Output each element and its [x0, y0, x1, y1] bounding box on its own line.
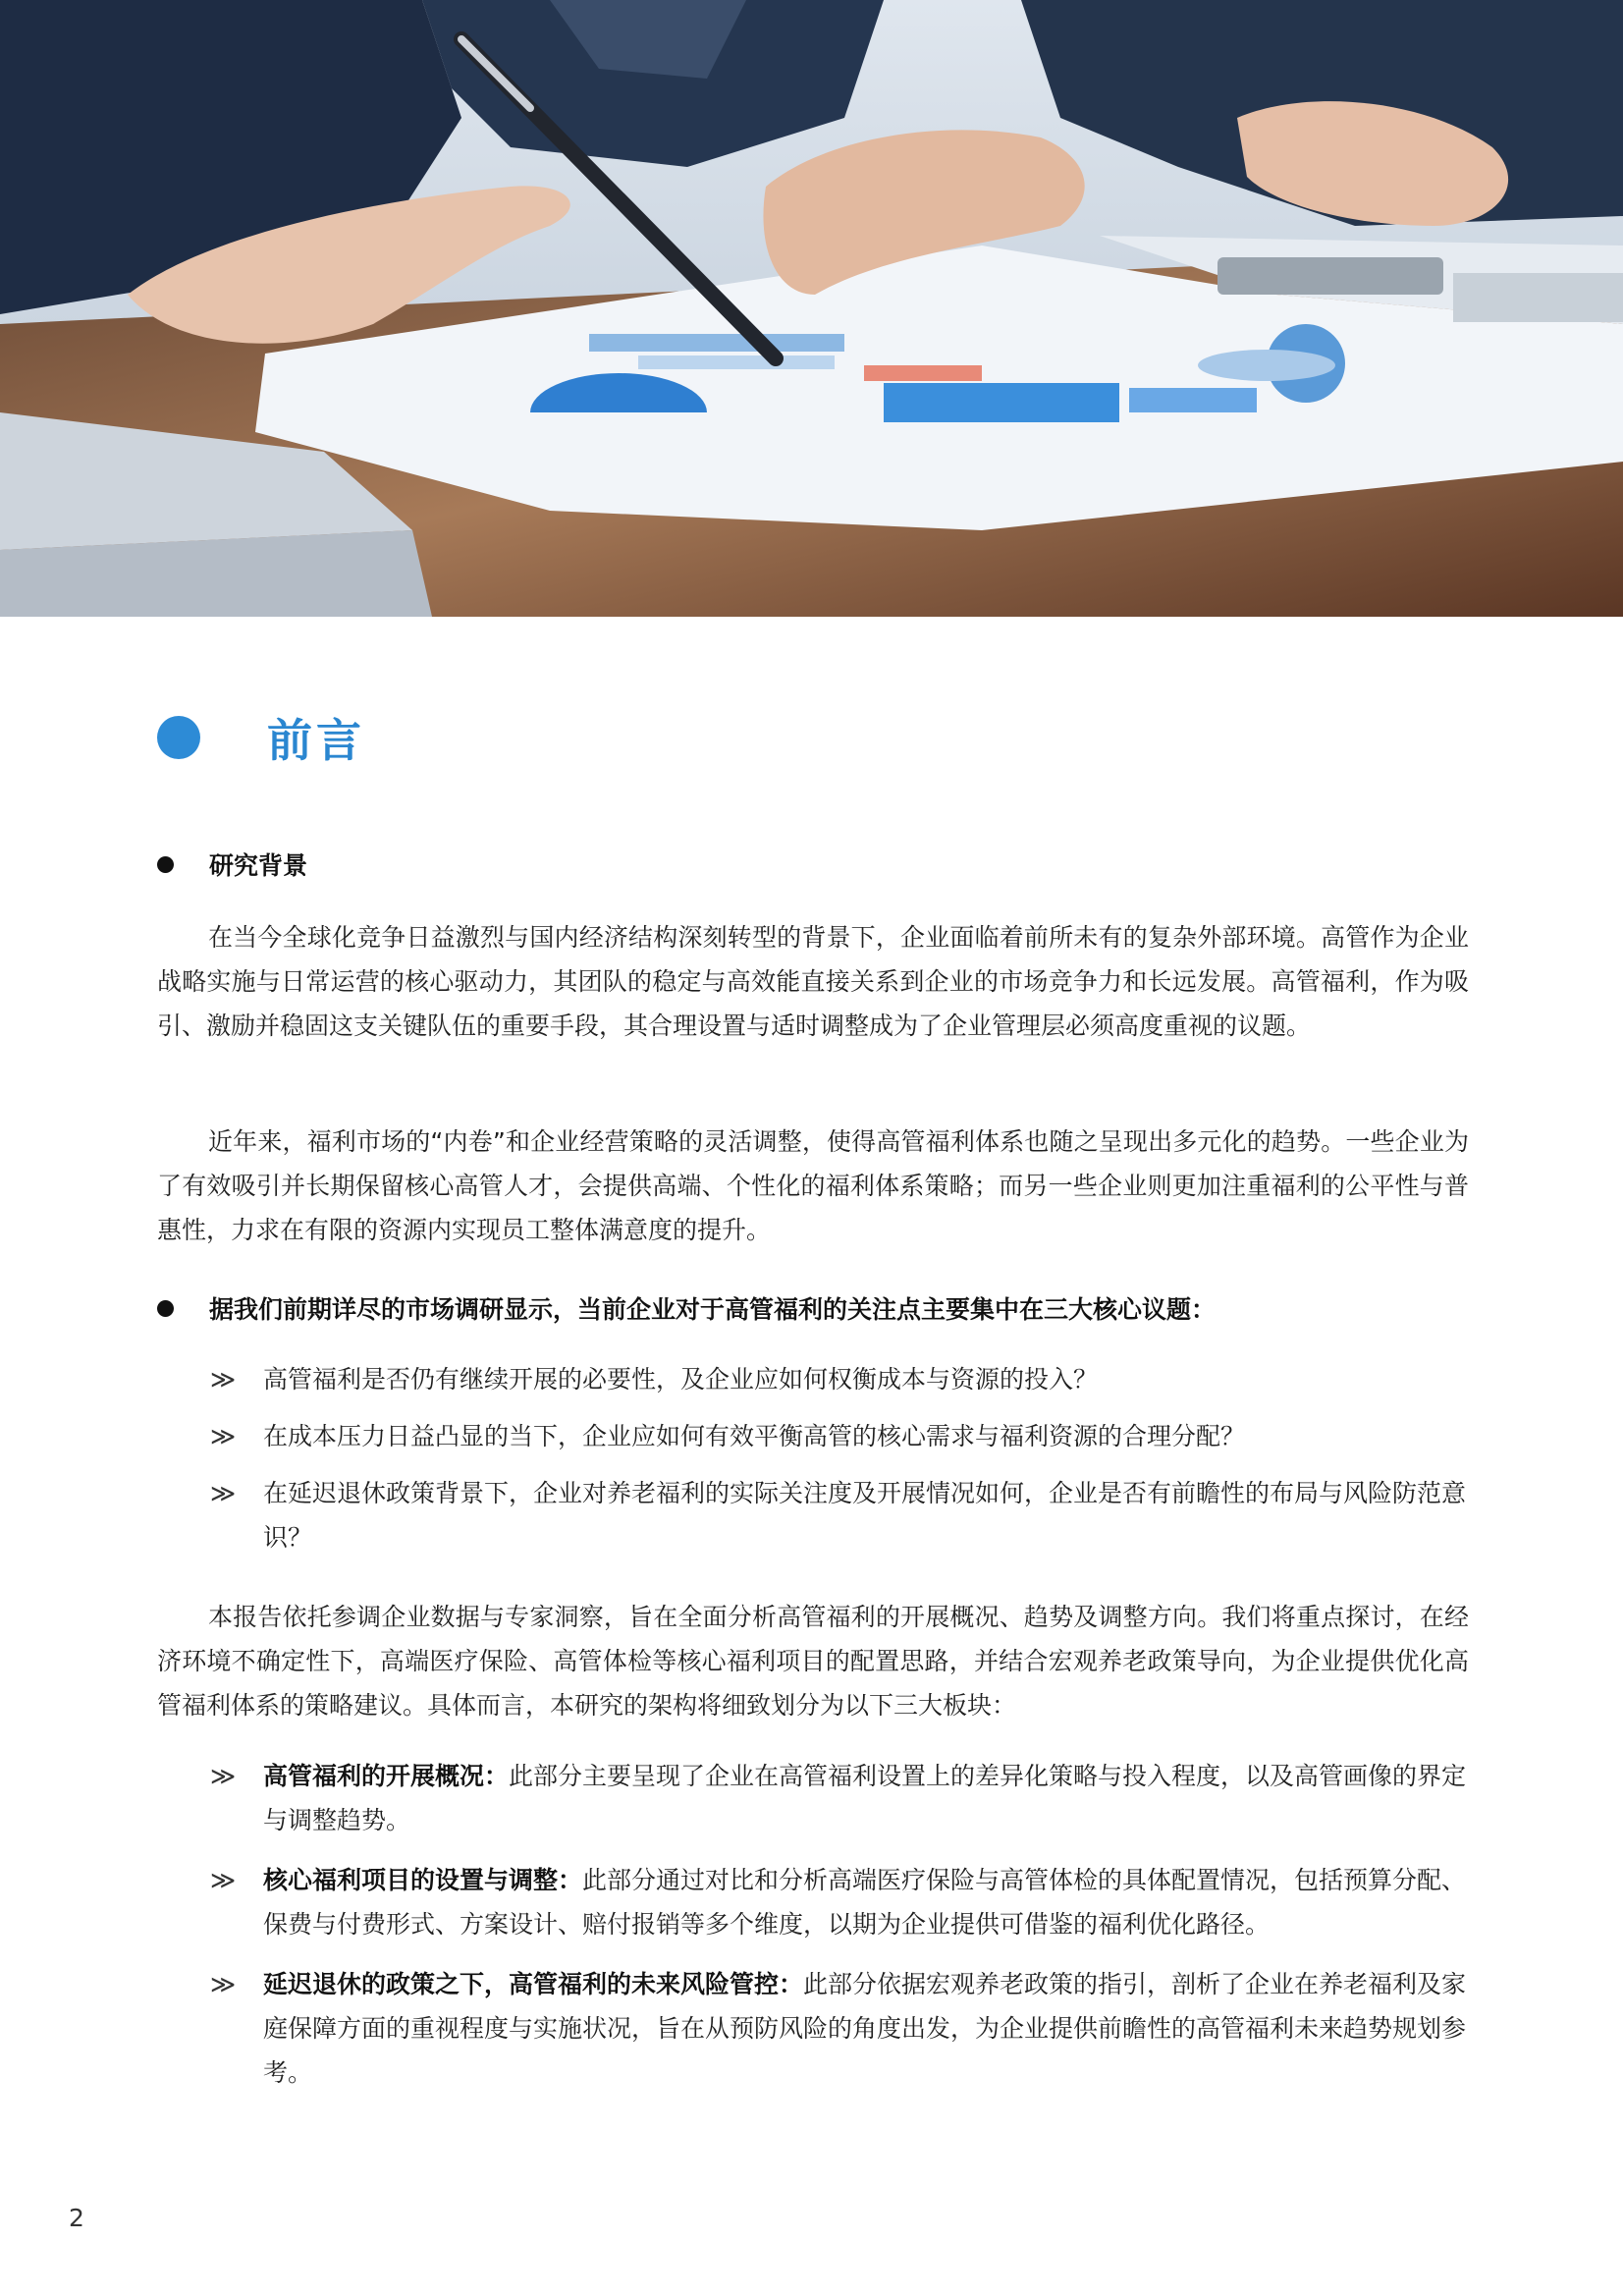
list-item-text: 在延迟退休政策背景下，企业对养老福利的实际关注度及开展情况如何，企业是否有前瞻性的布局与风险防范意识？ [263, 1479, 1467, 1552]
list-item-text: 此部分通过对比和分析高端医疗保险与高管体检的具体配置情况，包括预算分配、保费与付费形式、方案设计、赔付报销等多个维度，以期为企业提供可借鉴的福利优化路径。 [263, 1866, 1467, 1939]
double-chevron-icon: ≫ [210, 1970, 237, 1998]
bullet-dot-icon [157, 856, 174, 873]
survey-list [210, 1357, 1471, 1559]
survey-heading [157, 1290, 1216, 1326]
background-heading [157, 847, 307, 882]
title-bullet-icon [157, 716, 200, 759]
page-title: 前言 [267, 714, 365, 767]
report-intro: 本报告依托参调企业数据与专家洞察，旨在全面分析高管福利的开展概况、趋势及调整方向。我们将重点探讨，在经济环境不确定性下，高端医疗保险、高管体检等核心福利项目的配置思路，并结合宏观养老政策导向，为企业提供优化高管福利体系的策略建议。具体而言，本研究的架构将细致划分为以下三大板块： [157, 1603, 1469, 1720]
list-item [210, 1858, 1471, 1946]
double-chevron-icon: ≫ [210, 1762, 237, 1790]
double-chevron-icon: ≫ [210, 1422, 237, 1450]
section-header [157, 705, 365, 770]
list-item-title: 核心福利项目的设置与调整： [263, 1866, 583, 1894]
hero-photo [0, 0, 1623, 617]
meeting-illustration [0, 0, 1623, 617]
list-item [210, 1754, 1471, 1842]
list-item-text: 此部分依据宏观养老政策的指引，剖析了企业在养老福利及家庭保障方面的重视程度与实施状况，旨在从预防风险的角度出发，为企业提供前瞻性的高管福利未来趋势规划参考。 [263, 1970, 1467, 2087]
background-paragraph-1: 在当今全球化竞争日益激烈与国内经济结构深刻转型的背景下，企业面临着前所未有的复杂外部环境。高管作为企业战略实施与日常运营的核心驱动力，其团队的稳定与高效能直接关系到企业的市场竞争力和长远发展。高管福利，作为吸引、激励并稳固这支关键队伍的重要手段，其合理设置与适时调整成为了企业管理层必须高度重视的议题。 [157, 923, 1469, 1040]
background-heading-text: 研究背景 [209, 851, 308, 880]
list-item-text: 在成本压力日益凸显的当下，企业应如何有效平衡高管的核心需求与福利资源的合理分配？ [263, 1422, 1246, 1450]
list-item-title: 高管福利的开展概况： [263, 1762, 510, 1790]
background-paragraph-2: 近年来，福利市场的“内卷”和企业经营策略的灵活调整，使得高管福利体系也随之呈现出多元化的趋势。一些企业为了有效吸引并长期保留核心高管人才，会提供高端、个性化的福利体系策略；而另一些企业则更加注重福利的公平性与普惠性，力求在有限的资源内实现员工整体满意度的提升。 [157, 1127, 1469, 1244]
double-chevron-icon: ≫ [210, 1479, 237, 1507]
list-item [210, 1357, 1471, 1401]
list-item [210, 1471, 1471, 1559]
double-chevron-icon: ≫ [210, 1365, 237, 1394]
list-item [210, 1962, 1471, 2095]
page-number: 2 [69, 2204, 84, 2232]
list-item [210, 1414, 1471, 1458]
report-structure-list [210, 1754, 1471, 2095]
list-item-text: 高管福利是否仍有继续开展的必要性，及企业应如何权衡成本与资源的投入？ [263, 1365, 1099, 1394]
list-item-text: 此部分主要呈现了企业在高管福利设置上的差异化策略与投入程度，以及高管画像的界定与调整趋势。 [263, 1762, 1467, 1834]
bullet-dot-icon [157, 1300, 174, 1317]
double-chevron-icon: ≫ [210, 1866, 237, 1894]
survey-heading-text: 据我们前期详尽的市场调研显示，当前企业对于高管福利的关注点主要集中在三大核心议题： [209, 1295, 1217, 1324]
list-item-title: 延迟退休的政策之下，高管福利的未来风险管控： [263, 1970, 804, 1998]
